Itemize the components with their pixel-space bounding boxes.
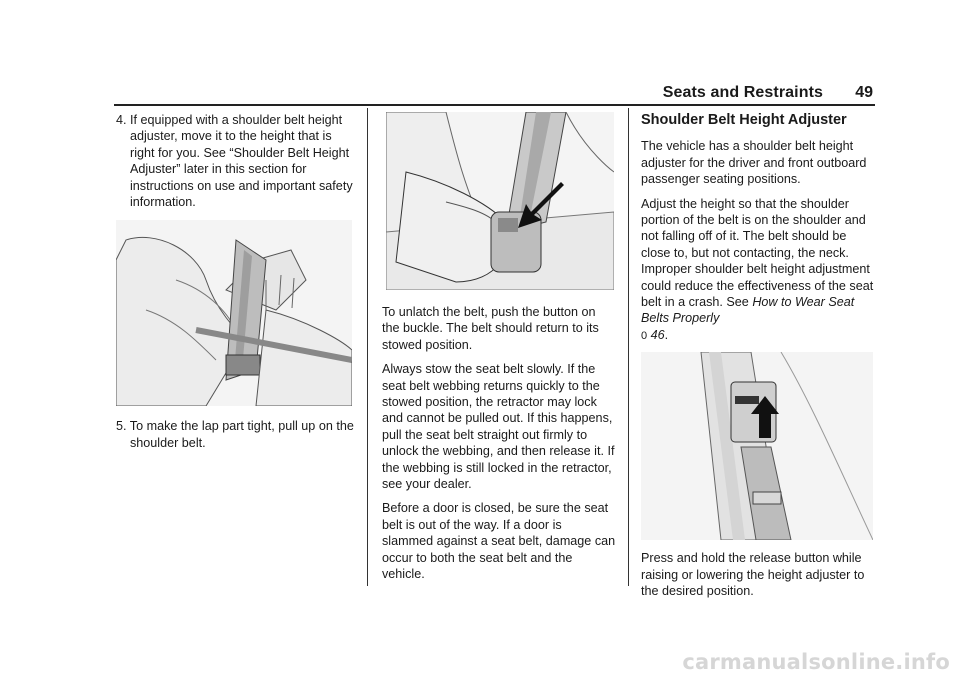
paragraph-text: Adjust the height so that the shoulder portion of the belt is on the shoulder and not falling off of it. The belt should be close to, but not contacting, the neck. Improper shoulder belt height adjustment could reduce the effectiveness of the seat belt in a crash. See bbox=[641, 196, 874, 310]
step-5 bbox=[116, 418, 354, 451]
paragraph-end: . bbox=[664, 327, 669, 342]
cross-reference-page[interactable]: 46 bbox=[650, 327, 665, 342]
column-divider bbox=[367, 108, 368, 586]
column-right bbox=[641, 112, 875, 608]
step-text: If equipped with a shoulder belt height adjuster, move it to the height that is right for you. See “Shoulder Belt Height Adjuster” later in this section for instructions on use and important safety information. bbox=[130, 113, 353, 210]
height-adjuster-illustration bbox=[641, 352, 873, 540]
page-reference-icon: 0 bbox=[641, 329, 648, 342]
section-title: Seats and Restraints bbox=[662, 84, 823, 101]
paragraph: The vehicle has a shoulder belt height adjuster for the driver and front outboard passenger seating positions. bbox=[641, 139, 867, 187]
step-number: 4. bbox=[116, 113, 127, 127]
column-left bbox=[116, 112, 354, 459]
step-4 bbox=[116, 112, 354, 210]
page-number: 49 bbox=[855, 84, 873, 101]
paragraph: To unlatch the belt, push the button on the buckle. The belt should return to its stowed position. bbox=[382, 305, 599, 352]
cross-reference-link[interactable]: How to Wear Seat Belts Properly bbox=[641, 295, 855, 326]
column-middle bbox=[382, 112, 616, 591]
paragraph: Before a door is closed, be sure the seat belt is out of the way. If a door is slammed against a seat belt, damage can occur to both the seat belt and the vehicle. bbox=[382, 501, 616, 582]
paragraph: Press and hold the release button while raising or lowering the height adjuster to the desired position. bbox=[641, 551, 865, 599]
page-header bbox=[114, 84, 875, 106]
step-number: 5. bbox=[116, 419, 127, 434]
paragraph bbox=[641, 196, 875, 345]
buckle-release-illustration bbox=[386, 112, 614, 290]
section-heading: Shoulder Belt Height Adjuster bbox=[641, 112, 847, 128]
watermark: carmanualsonline.info bbox=[682, 650, 950, 674]
paragraph: Always stow the seat belt slowly. If the seat belt webbing returns quickly to the stowed position, the retractor may lock and cannot be pulled out. If this happens, pull the seat belt straight out firmly to unlock the webbing, and then release it. If the webbing is still locked in the retractor, see your dealer. bbox=[382, 362, 615, 492]
step-text: To make the lap part tight, pull up on the shoulder belt. bbox=[129, 419, 354, 450]
column-divider bbox=[628, 108, 629, 586]
lap-belt-illustration bbox=[116, 220, 352, 406]
